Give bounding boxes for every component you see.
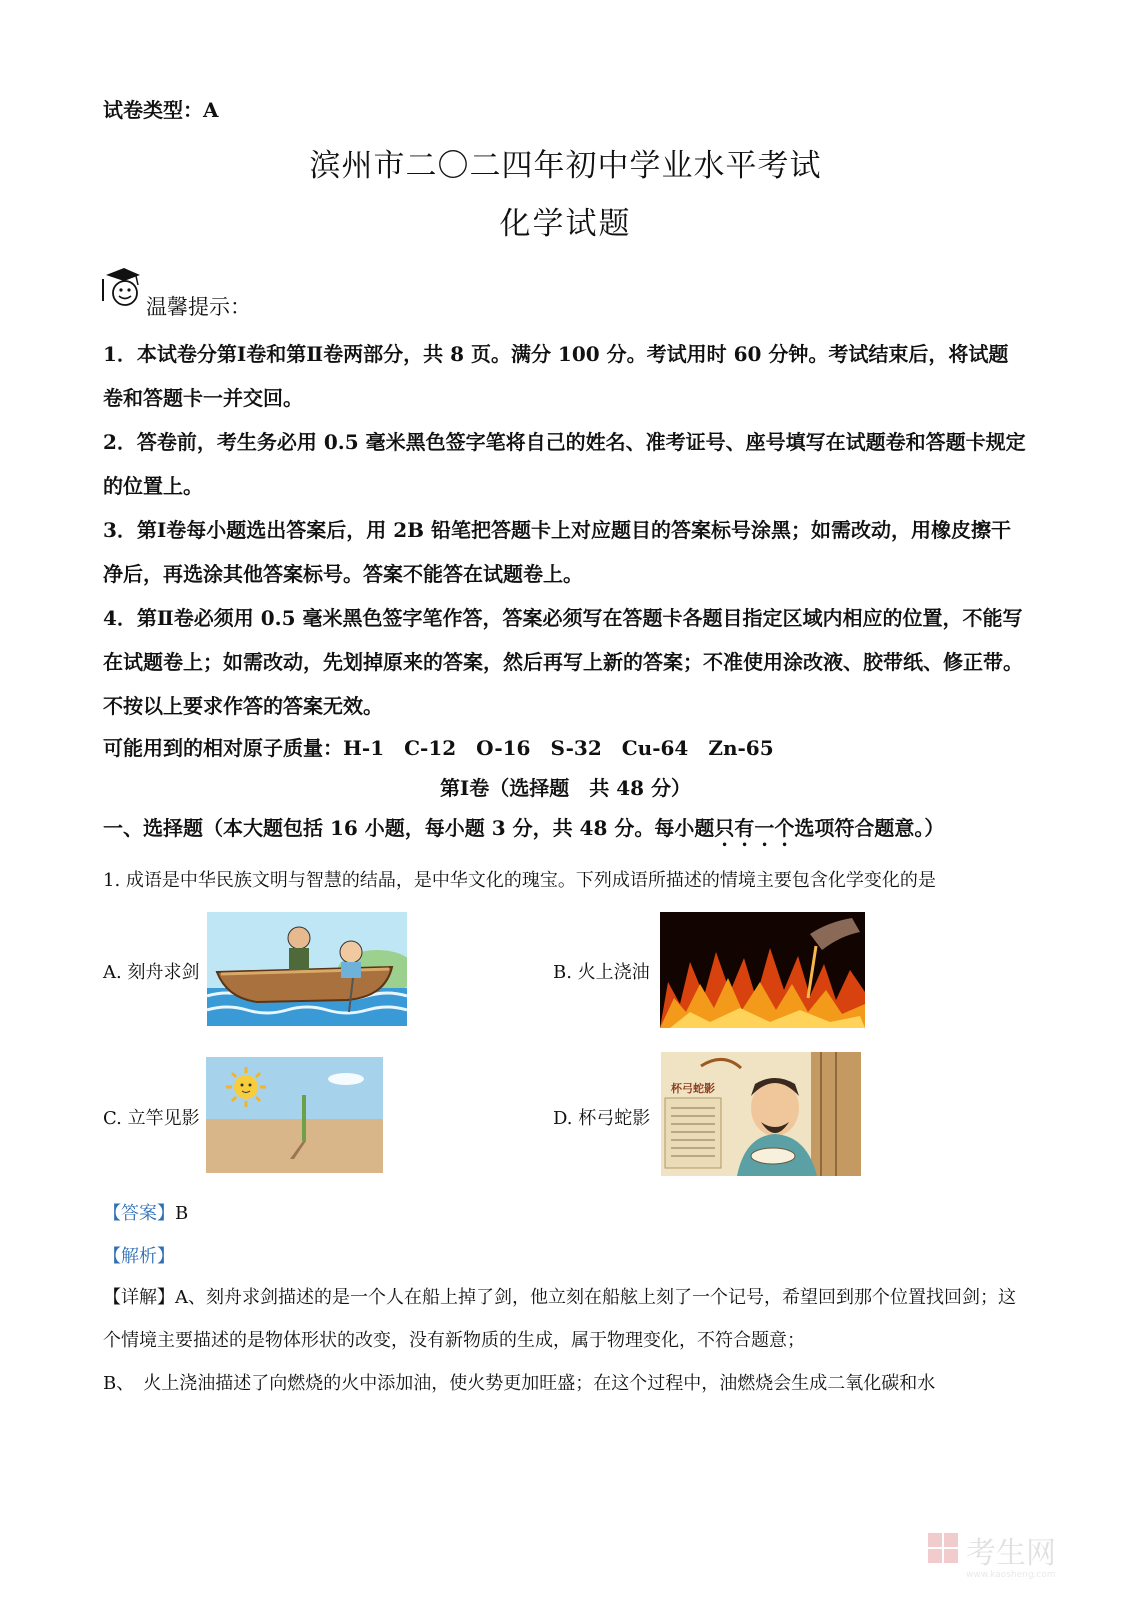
analysis-tag: 【解析】 — [103, 1246, 175, 1267]
question-stem: 1. 成语是中华民族文明与智慧的结晶，是中华文化的瑰宝。下列成语所描述的情境主要包含化学变化的是 — [103, 870, 936, 891]
atomic-masses: 可能用到的相对原子质量：H-1 C-12 O-16 S-32 Cu-64 Zn-65 — [103, 736, 774, 760]
boat-sword-illustration — [207, 912, 407, 1026]
exam-title: 滨州市二〇二四年初中学业水平考试 — [309, 148, 822, 184]
answer-tag: 【答案】 — [103, 1203, 175, 1224]
option-b-label: B. 火上浇油 — [553, 962, 650, 983]
watermark-text: 考生网 — [966, 1536, 1056, 1571]
notice-item: 2．答卷前，考生务必用 0.5 毫米黑色签字笔将自己的姓名、准考证号、座号填写在试题卷和答题卡规定的位置上。 — [103, 430, 1026, 498]
detail-paragraph: B、 火上浇油描述了向燃烧的火中添加油，使火势更加旺盛；在这个过程中，油燃烧会生成二氧化碳和水 — [103, 1373, 936, 1394]
notice-list — [103, 332, 1028, 728]
pole-shadow-illustration — [206, 1057, 383, 1173]
detail-text: A、刻舟求剑描述的是一个人在船上掉了剑，他立刻在船舷上刻了一个记号，希望回到那个位置找回剑；这个情境主要描述的是物体形状的改变，没有新物质的生成，属于物理变化，不符合题意； — [103, 1287, 1016, 1351]
section-instruction — [103, 812, 944, 851]
fire-oil-photo — [660, 912, 865, 1028]
detail-paragraph — [103, 1276, 1028, 1362]
notice-item: 4．第Ⅱ卷必须用 0.5 毫米黑色签字笔作答，答案必须写在答题卡各题目指定区域内相应的位置，不能写在试题卷上；如需改动，先划掉原来的答案，然后再写上新的答案；不准使用涂改液、胶带纸、修正带。不按以上要求作答的答案无效。 — [103, 606, 1023, 718]
option-a-label: A. 刻舟求剑 — [103, 962, 200, 983]
cup-bow-snake-illustration — [661, 1052, 861, 1176]
instruction-prefix: 一、选择题（本大题包括 16 小题，每小题 3 分，共 48 分。每小题 — [103, 816, 715, 840]
option-c-label: C. 立竿见影 — [103, 1108, 200, 1129]
notice-item: 3．第Ⅰ卷每小题选出答案后，用 2B 铅笔把答题卡上对应题目的答案标号涂黑；如需改动，用橡皮擦干净后，再选涂其他答案标号。答案不能答在试题卷上。 — [103, 518, 1012, 586]
graduate-smiley-icon — [100, 265, 144, 313]
tips-label: 温馨提示： — [146, 295, 251, 319]
exam-type: 试卷类型：A — [103, 98, 219, 122]
subject-title: 化学试题 — [499, 206, 632, 242]
detail-block — [103, 1276, 1028, 1405]
watermark-url: www.kaosheng.com — [966, 1570, 1056, 1580]
watermark-logo — [926, 1527, 1101, 1582]
detail-tag: 【详解】 — [103, 1287, 175, 1308]
section-title: 第Ⅰ卷（选择题 共 48 分） — [439, 776, 692, 800]
answer-value: B — [175, 1203, 189, 1224]
instruction-suffix: 选项符合题意。） — [794, 816, 945, 840]
notice-item: 1．本试卷分第Ⅰ卷和第Ⅱ卷两部分，共 8 页。满分 100 分。考试用时 60 分钟。考试结束后，将试题卷和答题卡一并交回。 — [103, 342, 1009, 410]
answer-line — [103, 1199, 188, 1225]
illustration-caption: 杯弓蛇影 — [671, 1082, 715, 1095]
instruction-emphasis: 只有一个 — [714, 816, 795, 840]
option-d-label: D. 杯弓蛇影 — [553, 1108, 651, 1129]
